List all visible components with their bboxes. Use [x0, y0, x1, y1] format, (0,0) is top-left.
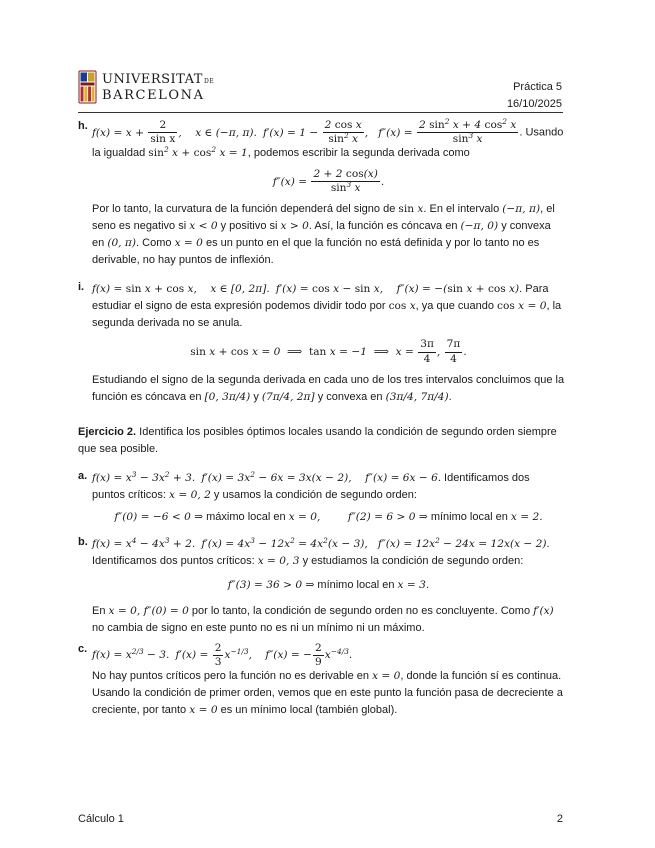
item-label: a. [78, 469, 88, 482]
university-crest-icon [78, 70, 97, 104]
display-equation: f″(x) = $\frac{2 + 2 \cos(x)}{\sin^3 x}$ . [272, 168, 385, 195]
item-label: b. [78, 535, 88, 548]
item-i [78, 281, 565, 405]
practice-date: 16/10/2025 [506, 98, 562, 110]
item-label: c. [78, 642, 88, 655]
item-label: h. [78, 120, 88, 132]
item-i-paragraph-2: Estudiando el signo de la segunda derivada en cada uno de los tres intervalos concluimos que la función es cóncava en [0, 3π/4) y (7π/4, 2π] y convexa en (3π/4, 7π/4). [92, 373, 565, 403]
formula: f(x) = x + $\frac{2}{\text{sin x}}$ , x ∈ (−π, π). [92, 119, 257, 146]
university-logo [78, 70, 215, 106]
item-label: i. [78, 281, 85, 294]
item-i-paragraph-1: f(x) = sin x + cos x, x ∈ [0, 2π]. f′(x) = cos x − sin x, f″(x) = −(sin x + cos x). Para estudiar el signo de esta expresión podemos dividir todo por cos x, ya que cuando cos x = 0, la segunda derivada no se anula. [92, 283, 562, 330]
exercise-title: Ejercicio 2. [78, 425, 137, 438]
item-a-paragraph: $f(x) = x^3 - 3x^2 + 3$. $f'(x) = 3x^2 - 6x = 3x(x - 2)$, f″(x) = 6x − 6. Identificamos dos puntos críticos: x = 0, 2 y usamos la condición de segundo orden: [92, 469, 530, 501]
formula: $\sin^2 x + \cos^2 x = 1$ [148, 145, 248, 160]
footer-page-number: 2 [556, 813, 563, 825]
item-b-paragraph-2: En x = 0, f″(0) = 0 por lo tanto, la condición de segundo orden no es concluyente. Como f′(x) no cambia de signo en este punto no es ni un mínimo ni un máximo. [92, 604, 554, 634]
document-body [78, 116, 565, 719]
item-c [78, 643, 565, 719]
item-h [78, 116, 565, 269]
item-b-paragraph-1: $f(x) = x^4 - 4x^3 + 2$. $f'(x) = 4x^3 - 12x^2 = 4x^2(x - 3)$, $f''(x) = 12x^2 - 24x = 12x(x - 2)$. Identificamos dos puntos críticos: x = 0, 3 y estudiamos la condición de segundo orden: [92, 535, 550, 567]
page-header-info [507, 79, 562, 113]
logo-text-line2: BARCELONA [102, 88, 205, 103]
display-equation: f″(3) = 36 > 0 ⇒ mínimo local en x = 3. [227, 578, 430, 591]
item-c-paragraph: $f(x) = x^{2/3} - 3$. f′(x) = $\frac{2}{3}$ $x^{-1/3}$, f″(x) = − $\frac{2}{9}$ $x^{-4/3}$. No hay puntos críticos pero la función no es derivable en x = 0, donde la función sí es continua. Usando la condición de primer orden, vemos que en este punto la función pasa de decreciente a creciente, por tanto x = 0 es un mínimo local (también global). [92, 641, 563, 716]
display-equation: f″(0) = −6 < 0 ⇒ máximo local en x = 0, f″(2) = 6 > 0 ⇒ mínimo local en x = 2. [114, 510, 543, 523]
display-equation: sin x + cos x = 0 ⟹ tan x = −1 ⟹ x = $\frac{3\pi}{4}$ , $\frac{7\pi}{4}$ . [190, 338, 467, 365]
item-h-paragraph-2: Por lo tanto, la curvatura de la función dependerá del signo de sin x. En el intervalo (−π, π), el seno es negativo si x < 0 y positivo si x > 0. Así, la función es cóncava en (−π, 0) y convexa en (0, π). Como x = 0 es un punto en el que la función no está definida y por lo tanto no es derivable, no hay puntos de inflexión. [92, 203, 555, 267]
formula: f′(x) = 1 − $\frac{\text{2 cos x}}{\sin^2 x}$ , f″(x) = $\frac{2 \sin^2 x + 4 \cos^2 x}{\sin^3 x}$ [263, 116, 517, 146]
header-rule [78, 112, 563, 113]
practice-title: Práctica 5 [513, 81, 562, 93]
item-a [78, 470, 565, 523]
footer-course: Cálculo 1 [78, 813, 124, 825]
logo-text-line1: UNIVERSITATDE [102, 72, 215, 87]
item-h-paragraph-1: f(x) = x + $\frac{2}{\text{sin x}}$ , x ∈ (−π, π). f′(x) = 1 − $\frac{\text{2 cos x}}{\sin^2 x}$ , f″(x) = $\frac{2 \sin^2 x + 4 \cos^2 x}{\sin^3 x}$ . Usando la igualdad $\sin^2 x + \cos^2 x = 1$, podemos escribir la segunda derivada como [92, 116, 564, 160]
item-b [78, 536, 565, 637]
exercise-2-statement: Ejercicio 2. Identifica los posibles óptimos locales usando la condición de segundo orden siempre que sea posible. [78, 425, 557, 455]
